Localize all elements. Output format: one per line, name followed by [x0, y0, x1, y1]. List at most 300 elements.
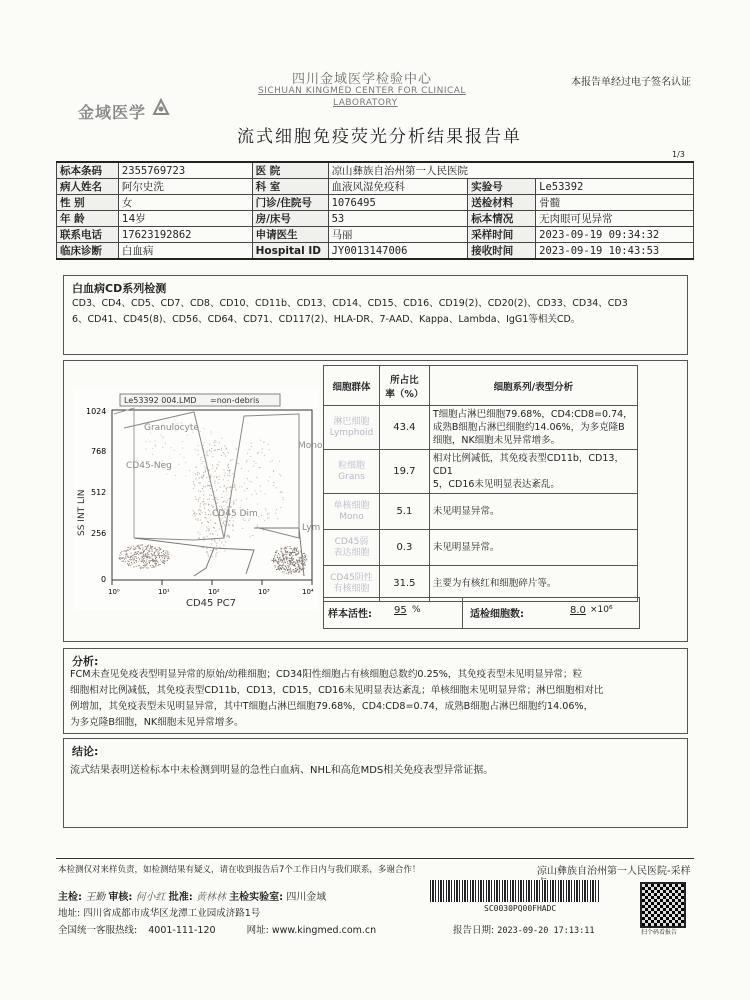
scatter-dot: [200, 506, 201, 507]
scatter-dot: [161, 561, 162, 562]
scatter-dot: [131, 562, 132, 563]
scatter-dot: [299, 557, 300, 558]
scatter-dot: [275, 513, 276, 514]
scatter-dot: [275, 560, 276, 561]
scatter-dot: [301, 560, 302, 561]
scatter-dot: [236, 449, 237, 450]
scatter-dot: [229, 487, 230, 488]
scatter-dot: [271, 560, 272, 561]
scatter-dot: [292, 564, 293, 565]
scatter-dot: [150, 548, 151, 549]
scatter-dot: [295, 565, 296, 566]
hotline-value: 4001-111-120: [148, 925, 216, 936]
scatter-dot: [131, 559, 132, 560]
scatter-dot: [199, 473, 200, 474]
footer-divider: [56, 858, 694, 859]
scatter-dot: [305, 565, 306, 566]
row-name-line2: Mono: [339, 511, 364, 522]
scatter-dot: [127, 563, 128, 564]
scatter-dot: [291, 573, 292, 574]
scatter-dot: [224, 446, 225, 447]
scatter-dot: [297, 551, 298, 552]
scatter-dot: [282, 555, 283, 556]
phone-label: 联系电话: [57, 227, 119, 243]
scatter-dot: [123, 557, 124, 558]
hospital-id-value: JY0013147006: [328, 243, 468, 260]
scatter-dot: [162, 557, 163, 558]
scatter-dot: [305, 557, 306, 558]
scatter-dot: [212, 533, 213, 534]
scatter-dot: [263, 442, 264, 443]
scatter-dot: [227, 535, 228, 536]
scatter-dot: [136, 566, 137, 567]
scatter-dot: [200, 503, 201, 504]
y-tick-256: 256: [91, 529, 107, 538]
scatter-dot: [207, 455, 208, 456]
scatter-dot: [291, 571, 292, 572]
scatter-dot: [221, 519, 222, 520]
scatter-dot: [294, 547, 295, 548]
scatter-dot: [293, 565, 294, 566]
y-tick-512: 512: [91, 488, 107, 497]
scatter-dot: [224, 453, 225, 454]
scatter-dot: [252, 535, 253, 536]
conclusion-title: 结论:: [72, 745, 99, 758]
scatter-dot: [165, 552, 166, 553]
scatter-dot: [146, 441, 147, 442]
scatter-dot: [122, 557, 123, 558]
contact-line: [58, 922, 376, 936]
scatter-dot: [288, 567, 289, 568]
address-label: 地址:: [58, 908, 81, 919]
scatter-dot: [128, 564, 129, 565]
scatter-dot: [210, 451, 211, 452]
scatter-dot: [247, 488, 248, 489]
patient-info-table: [56, 161, 694, 260]
scatter-dot: [289, 560, 290, 561]
scatter-dot: [163, 551, 164, 552]
scatter-dot: [296, 554, 297, 555]
scatter-dot: [261, 452, 262, 453]
dept-label: 科 室: [252, 179, 328, 195]
scatter-dot: [135, 554, 136, 555]
e-sign-note: 本报告单经过电子签名认证: [571, 77, 691, 88]
flow-scatter-plot: [74, 388, 323, 610]
scatter-dot: [292, 570, 293, 571]
scatter-dot: [211, 433, 212, 434]
scatter-dot: [137, 551, 138, 552]
scatter-dot: [199, 538, 200, 539]
scatter-dot: [281, 551, 282, 552]
scatter-dot: [209, 510, 210, 511]
scatter-dot: [224, 545, 225, 546]
scatter-dot: [141, 561, 142, 562]
scatter-dot: [273, 485, 274, 486]
scatter-dot: [224, 520, 225, 521]
col-percent-line1: 所占比: [390, 374, 419, 386]
scatter-dot: [156, 563, 157, 564]
scatter-dot: [193, 513, 194, 514]
scatter-dot: [214, 476, 215, 477]
scatter-dot: [217, 535, 218, 536]
scatter-dot: [273, 560, 274, 561]
scatter-dot: [233, 487, 234, 488]
scatter-dot: [144, 558, 145, 559]
scatter-dot: [249, 449, 250, 450]
scatter-dot: [164, 558, 165, 559]
row-name-line2: 表达细胞: [333, 547, 370, 558]
panel-section: [63, 275, 688, 355]
scatter-dot: [295, 566, 296, 567]
logo-text: 金域医学: [78, 103, 147, 122]
scatter-dot: [305, 561, 306, 562]
scatter-dot: [273, 471, 274, 472]
scatter-dot: [294, 552, 295, 553]
scatter-dot: [132, 564, 133, 565]
scatter-dot: [295, 562, 296, 563]
analysis-line4: 为多克隆B细胞，NK细胞未见异常增多。: [70, 717, 244, 728]
scatter-dot: [126, 550, 127, 551]
scatter-dot: [199, 478, 200, 479]
scatter-dot: [223, 522, 224, 523]
scatter-dot: [130, 548, 131, 549]
scatter-dot: [226, 502, 227, 503]
scatter-dot: [255, 490, 256, 491]
sex-value: 女: [118, 195, 252, 211]
scatter-dot: [274, 556, 275, 557]
region-cd45-neg: CD45-Neg: [126, 461, 172, 471]
scatter-dot: [128, 561, 129, 562]
scatter-dot: [208, 485, 209, 486]
scatter-dot: [282, 492, 283, 493]
scatter-dot: [146, 567, 147, 568]
scatter-dot: [275, 555, 276, 556]
scatter-dot: [122, 561, 123, 562]
scatter-dot: [225, 541, 226, 542]
scatter-dot: [298, 552, 299, 553]
scatter-dot: [233, 501, 234, 502]
scatter-dot: [135, 547, 136, 548]
scatter-dot: [130, 557, 131, 558]
scatter-dot: [211, 448, 212, 449]
scatter-dot: [159, 555, 160, 556]
scatter-dot: [281, 552, 282, 553]
scatter-dot: [305, 555, 306, 556]
scatter-dot: [178, 464, 179, 465]
scatter-dot: [166, 553, 167, 554]
scatter-dot: [134, 549, 135, 550]
scatter-dot: [210, 475, 211, 476]
scatter-dot: [163, 437, 164, 438]
scatter-dot: [215, 450, 216, 451]
bed-value: 53: [328, 211, 468, 227]
scatter-dot: [282, 571, 283, 572]
scatter-dot: [201, 522, 202, 523]
reviewer-signature: 何小红: [135, 892, 166, 903]
scatter-dot: [293, 561, 294, 562]
scatter-dot: [272, 460, 273, 461]
scatter-dot: [212, 468, 213, 469]
scatter-dot: [145, 555, 146, 556]
scatter-dot: [290, 568, 291, 569]
scatter-dot: [204, 508, 205, 509]
scatter-dot: [134, 559, 135, 560]
scatter-dot: [198, 501, 199, 502]
scatter-dot: [157, 552, 158, 553]
scatter-dot: [277, 562, 278, 563]
scatter-dot: [216, 530, 217, 531]
row-name-line1: 淋巴细胞: [333, 416, 370, 427]
scatter-dot: [221, 438, 222, 439]
scatter-dot: [217, 477, 218, 478]
scatter-dot: [211, 505, 212, 506]
scatter-dot: [203, 501, 204, 502]
scatter-dot: [276, 550, 277, 551]
scatter-dot: [289, 572, 290, 573]
row-name-line1: 粒细胞: [337, 460, 365, 471]
scatter-dot: [233, 503, 234, 504]
scatter-dot: [212, 465, 213, 466]
scatter-dot: [229, 525, 230, 526]
scatter-dot: [234, 485, 235, 486]
scatter-dot: [155, 556, 156, 557]
labno-value: Le53392: [536, 179, 694, 195]
scatter-dot: [230, 490, 231, 491]
scatter-dot: [246, 461, 247, 462]
scatter-dot: [216, 468, 217, 469]
scatter-dot: [216, 543, 217, 544]
scatter-dot: [196, 466, 197, 467]
scatter-dot: [142, 544, 143, 545]
scatter-dot: [293, 555, 294, 556]
scatter-dot: [160, 435, 161, 436]
scatter-dot: [226, 491, 227, 492]
scatter-dot: [285, 547, 286, 548]
scatter-dot: [282, 562, 283, 563]
scatter-dot: [133, 555, 134, 556]
page-number: 1/3: [672, 150, 685, 159]
scatter-dot: [287, 561, 288, 562]
scatter-dot: [199, 509, 200, 510]
scatter-dot: [138, 565, 139, 566]
scatter-dot: [280, 492, 281, 493]
scatter-dot: [281, 569, 282, 570]
scatter-dot: [202, 461, 203, 462]
scatter-dot: [298, 572, 299, 573]
scatter-dot: [288, 569, 289, 570]
scatter-dot: [195, 449, 196, 450]
scatter-dot: [299, 559, 300, 560]
scatter-dot: [130, 565, 131, 566]
scatter-dot: [207, 454, 208, 455]
viability-label: 样本活性:: [328, 609, 372, 620]
org-name-cn: 四川金域医学检验中心: [292, 72, 433, 87]
scatter-dot: [228, 452, 229, 453]
diagnosis-value: 白血病: [118, 243, 252, 260]
scatter-dot: [124, 551, 125, 552]
scatter-dot: [152, 546, 153, 547]
scatter-dot: [207, 536, 208, 537]
scatter-dot: [209, 444, 210, 445]
scatter-dot: [206, 517, 207, 518]
scatter-dot: [214, 483, 215, 484]
scatter-dot: [260, 491, 261, 492]
scatter-dot: [219, 540, 220, 541]
scatter-dot: [143, 562, 144, 563]
scatter-dot: [160, 564, 161, 565]
scatter-dot: [304, 568, 305, 569]
hospital-value: 凉山彝族自治州第一人民医院: [328, 162, 693, 179]
scatter-dot: [129, 563, 130, 564]
scatter-dot: [283, 559, 284, 560]
scatter-dot: [138, 547, 139, 548]
row-desc-line3: 细胞，NK细胞未见异常增多。: [432, 435, 561, 446]
scatter-dot: [138, 561, 139, 562]
svg-text:10²: 10²: [208, 588, 220, 596]
row-name-line2: Lymphoid: [329, 427, 374, 438]
bed-label: 房/床号: [252, 211, 328, 227]
scatter-dot: [215, 541, 216, 542]
scatter-dot: [203, 428, 204, 429]
scatter-dot: [269, 513, 270, 514]
scatter-dot: [134, 554, 135, 555]
scatter-dot: [160, 549, 161, 550]
scatter-dot: [269, 449, 270, 450]
scatter-dot: [286, 573, 287, 574]
scatter-dot: [222, 526, 223, 527]
scatter-dot: [219, 479, 220, 480]
scatter-dot: [155, 446, 156, 447]
scatter-dot: [296, 568, 297, 569]
scatter-dot: [142, 553, 143, 554]
scatter-dot: [299, 571, 300, 572]
scatter-dot: [215, 471, 216, 472]
scatter-dot: [228, 467, 229, 468]
scatter-dot: [277, 557, 278, 558]
scatter-dot: [217, 449, 218, 450]
scatter-dot: [136, 546, 137, 547]
barcode-value: 2355769723: [118, 162, 252, 179]
scatter-dot: [195, 496, 196, 497]
scatter-dot: [165, 555, 166, 556]
scatter-dot: [227, 470, 228, 471]
scatter-dot: [133, 546, 134, 547]
scatter-dot: [221, 448, 222, 449]
condition-label: 标本情况: [468, 211, 536, 227]
scatter-dot: [171, 447, 172, 448]
scatter-dot: [200, 483, 201, 484]
scatter-dot: [287, 565, 288, 566]
scatter-dot: [205, 512, 206, 513]
scatter-dot: [124, 559, 125, 560]
scatter-dot: [208, 504, 209, 505]
scatter-dot: [152, 454, 153, 455]
scatter-dot: [195, 485, 196, 486]
scatter-dot: [145, 549, 146, 550]
phone-value: 17623192862: [118, 227, 252, 243]
scatter-dot: [200, 459, 201, 460]
scatter-dot: [194, 512, 195, 513]
scatter-dot: [200, 510, 201, 511]
scatter-dot: [295, 548, 296, 549]
scatter-dot: [200, 431, 201, 432]
scatter-dot: [295, 563, 296, 564]
scatter-dot: [123, 561, 124, 562]
scatter-dot: [290, 546, 291, 547]
scatter-dot: [135, 556, 136, 557]
scatter-dot: [209, 495, 210, 496]
scatter-dot: [278, 561, 279, 562]
scatter-dot: [277, 555, 278, 556]
scatter-dot: [233, 530, 234, 531]
scatter-dot: [284, 572, 285, 573]
scatter-dot: [155, 558, 156, 559]
scatter-dot: [303, 563, 304, 564]
scatter-dot: [226, 489, 227, 490]
scatter-dot: [273, 562, 274, 563]
region-mono: Mono: [298, 441, 323, 451]
cell-count-value: 8.0: [570, 605, 586, 616]
scatter-dot: [142, 549, 143, 550]
scatter-dot: [277, 569, 278, 570]
scatter-dot: [279, 554, 280, 555]
region-granulocyte: Granulocyte: [144, 423, 199, 433]
scatter-dot: [212, 456, 213, 457]
scatter-dot: [119, 555, 120, 556]
scatter-dot: [214, 466, 215, 467]
scatter-dot: [293, 559, 294, 560]
scatter-dot: [299, 561, 300, 562]
scatter-dot: [158, 555, 159, 556]
scatter-dot: [224, 469, 225, 470]
scatter-dot: [159, 557, 160, 558]
scatter-dot: [234, 487, 235, 488]
scatter-dot: [208, 509, 209, 510]
scatter-dot: [280, 565, 281, 566]
scatter-dot: [154, 548, 155, 549]
scatter-dot: [209, 499, 210, 500]
scatter-dot: [274, 558, 275, 559]
scatter-dot: [134, 562, 135, 563]
scatter-dot: [300, 557, 301, 558]
scatter-dot: [208, 530, 209, 531]
row-name-line1: CD45阴性: [330, 572, 373, 583]
scatter-dot: [155, 445, 156, 446]
approver-label: 批准:: [168, 892, 193, 903]
row-desc-line2: 5，CD16未见明显表达紊乱。: [432, 479, 560, 490]
scatter-dot: [278, 553, 279, 554]
scatter-dot: [147, 552, 148, 553]
scatter-dot: [304, 559, 305, 560]
scatter-dot: [230, 506, 231, 507]
scatter-dot: [220, 487, 221, 488]
scatter-dot: [127, 549, 128, 550]
scatter-dot: [227, 507, 228, 508]
scatter-dot: [129, 559, 130, 560]
scatter-dot: [202, 502, 203, 503]
scatter-dot: [168, 554, 169, 555]
scatter-dot: [282, 556, 283, 557]
row-desc-line1: 相对比例减低，其免疫表型CD11b，CD13，CD1: [432, 453, 624, 477]
scatter-dot: [288, 574, 289, 575]
scatter-dot: [280, 507, 281, 508]
scatter-dot: [213, 527, 214, 528]
scatter-dot: [250, 456, 251, 457]
scatter-dot: [203, 476, 204, 477]
scatter-dot: [175, 420, 176, 421]
lab-value: 四川金域: [286, 892, 327, 903]
scatter-dot: [154, 567, 155, 568]
